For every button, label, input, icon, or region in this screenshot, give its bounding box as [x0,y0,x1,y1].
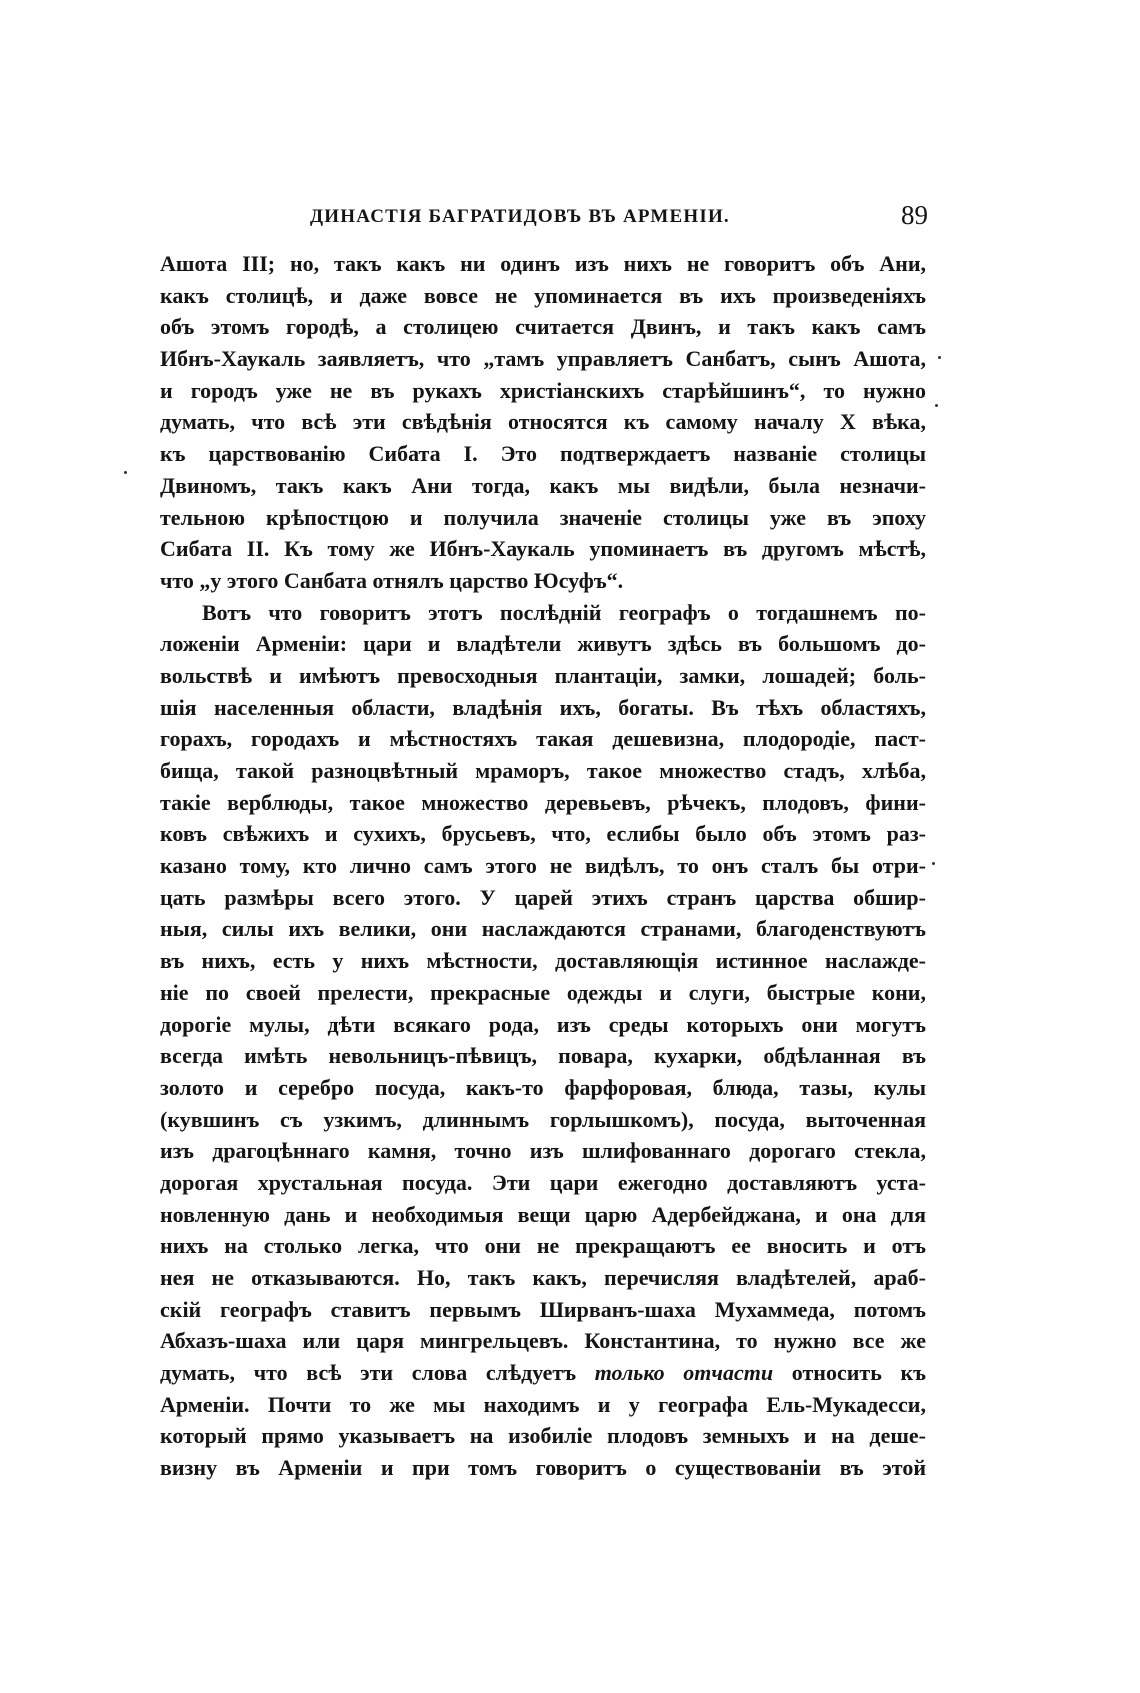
text-line: къ царствованію Сибата I. Это подтверждаетъ названіе столицы [160,441,926,467]
text-line: дорогая хрустальная посуда. Эти цари ежегодно доставляютъ уста- [160,1169,926,1195]
scan-speck [124,471,127,474]
text-line-with-emphasis [160,1357,926,1389]
text-line: скій географъ ставитъ первымъ Ширванъ-шаха Мухаммеда, потомъ [160,1296,926,1322]
line-part: относить къ [791,1360,926,1386]
scan-speck [938,356,941,359]
text-line: Ашота III; но, такъ какъ ни одинъ изъ нихъ не говоритъ объ Ани, [160,251,926,276]
text-line: нея не отказываются. Но, такъ какъ, перечисляя владѣтелей, араб- [160,1265,926,1290]
page-number: 89 [901,200,928,230]
text-line: ныя, силы ихъ велики, они наслаждаются странами, благоденствуютъ [160,916,926,942]
text-line: въ нихъ, есть у нихъ мѣстности, доставляющія истинное наслажде- [160,948,926,974]
text-line: Ибнъ-Хаукаль заявляетъ, что „тамъ управляетъ Санбатъ, сынъ Ашота, [160,346,926,372]
text-line: такіе верблюды, такое множество деревьевъ, рѣчекъ, плодовъ, фини- [160,789,926,815]
text-line: Вотъ что говоритъ этотъ послѣдній географъ о тогдашнемъ по- [202,599,926,625]
text-line: Сибата II. Къ тому же Ибнъ-Хаукаль упоминаетъ въ другомъ мѣстѣ, [160,536,926,562]
text-line: думать, что всѣ эти свѣдѣнія относятся къ самому началу X вѣка, [160,409,926,435]
line-part: думать, что всѣ эти слова слѣдуетъ [160,1360,577,1386]
text-line: казано тому, кто лично самъ этого не видѣлъ, то онъ сталъ бы отри- [160,853,926,879]
text-line: бища, такой разноцвѣтный мраморъ, такое множество стадъ, хлѣба, [160,758,926,783]
text-line: нихъ на столько легка, что они не прекращаютъ ее вносить и отъ [160,1233,926,1259]
text-line: дорогіе мулы, дѣти всякаго рода, изъ среды которыхъ они могутъ [160,1011,926,1037]
emphasis-text: только отчасти [594,1360,774,1386]
text-line: ніе по своей прелести, прекрасные одежды и слуги, быстрые кони, [160,979,926,1005]
text-line: какъ столицѣ, и даже вовсе не упоминается въ ихъ произведеніяхъ [160,282,926,308]
text-line: визну въ Арменіи и при томъ говоритъ о существованіи въ этой [160,1455,926,1481]
text-line: изъ драгоцѣннаго камня, точно изъ шлифованнаго дорогаго стекла, [160,1138,926,1164]
text-line: вольствѣ и имѣютъ превосходныя плантаціи, замки, лошадей; боль- [160,662,926,688]
text-line: Арменіи. Почти то же мы находимъ и у географа Ель-Мукадесси, [160,1391,926,1417]
text-line: горахъ, городахъ и мѣстностяхъ такая дешевизна, плодородіе, паст- [160,726,926,752]
text-line: цать размѣры всего этого. У царей этихъ странъ царства обшир- [160,884,926,910]
running-header [150,200,928,240]
text-line: тельною крѣпостцою и получила значеніе столицы уже въ эпоху [160,504,926,530]
text-line: (кувшинъ съ узкимъ, длиннымъ горлышкомъ), посуда, выточенная [160,1106,926,1132]
text-line: и городъ уже не въ рукахъ христіанскихъ старѣйшинъ“, то нужно [160,377,926,403]
text-line: всегда имѣть невольницъ-пѣвицъ, повара, кухарки, обдѣланная въ [160,1043,926,1069]
text-line: ложеніи Арменіи: цари и владѣтели живутъ здѣсь въ большомъ до- [160,631,926,657]
text-line: который прямо указываетъ на изобиліе плодовъ земныхъ и на деше- [160,1423,926,1449]
text-line: Абхазъ-шаха или царя мингрельцевъ. Константина, то нужно все же [160,1328,926,1354]
text-line: Двиномъ, такъ какъ Ани тогда, какъ мы видѣли, была незначи- [160,472,926,498]
text-line: ковъ свѣжихъ и сухихъ, брусьевъ, что, еслибы было объ этомъ раз- [160,821,926,847]
body-text [160,248,926,1484]
running-title: ДИНАСТІЯ БАГРАТИДОВЪ ВЪ АРМЕНІИ. [310,206,730,227]
text-line: шія населенныя области, владѣнія ихъ, богаты. Въ тѣхъ областяхъ, [160,694,926,720]
text-line: что „у этого Санбата отнялъ царство Юсуфъ“. [160,567,624,593]
scan-speck [932,862,935,865]
text-line: золото и серебро посуда, какъ-то фарфоровая, блюда, тазы, кулы [160,1074,926,1100]
scan-speck [935,404,938,407]
text-line: новленную дань и необходимыя вещи царю Адербейджана, и она для [160,1201,926,1227]
text-line: объ этомъ городѣ, а столицею считается Двинъ, и такъ какъ самъ [160,314,926,340]
